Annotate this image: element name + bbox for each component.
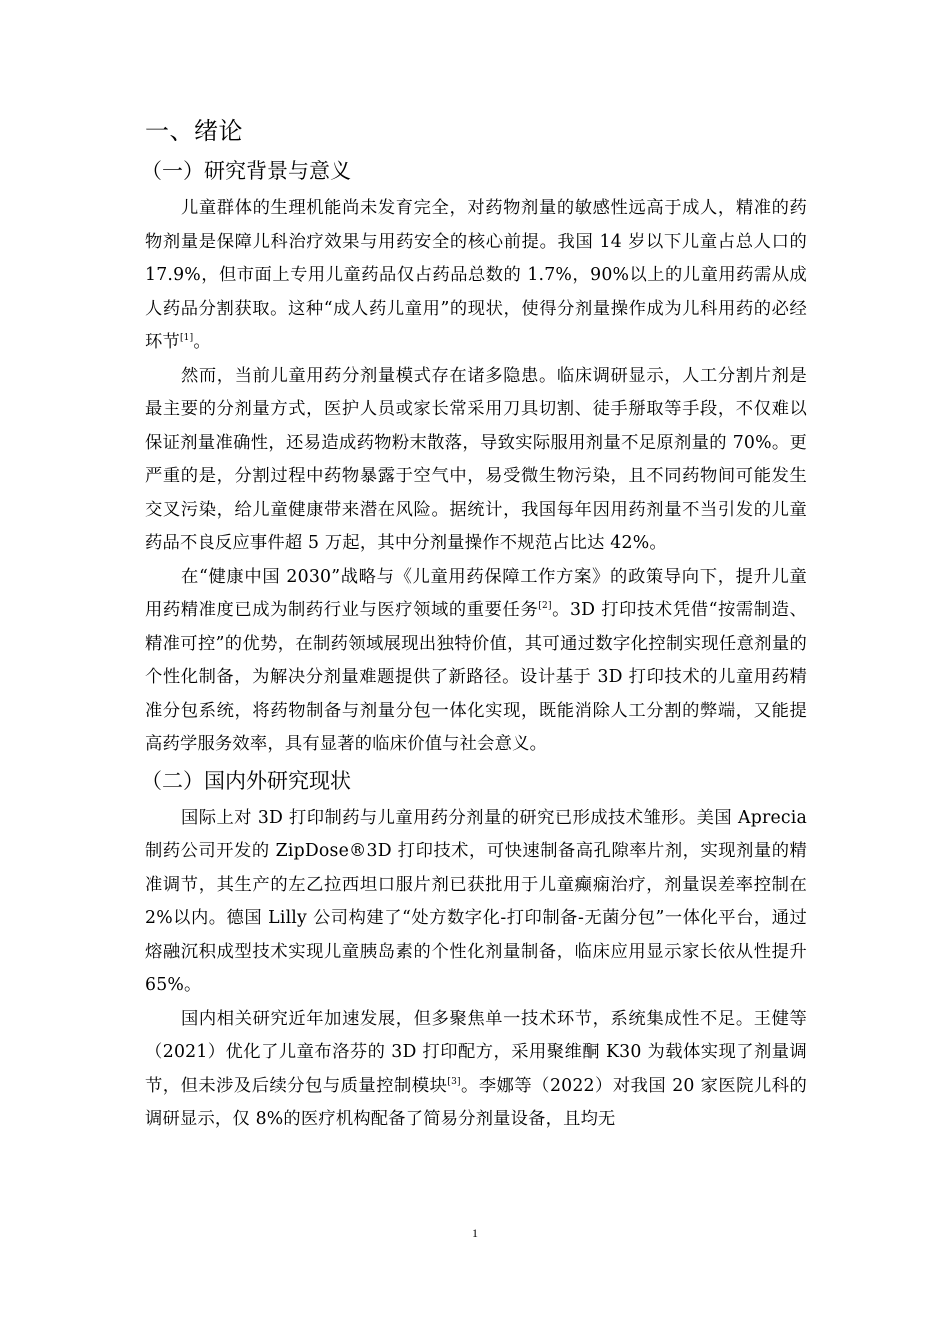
text-run: 国际上对 3D 打印制药与儿童用药分剂量的研究已形成技术雏形。美国 Aprecia 制药公司开发的 ZipDose®3D 打印技术，可快速制备高孔隙率片剂，实现剂量的精准调节，其生产的左乙拉西坦口服片剂已获批用于儿童癫痫治疗，剂量误差率控制在 2%以内。德国 Lilly 公司构建了“处方数字化-打印制备-无菌分包”一体化平台，通过熔融沉积成型技术实现儿童胰岛素的个性化剂量制备，临床应用显示家长依从性提升 65%。 xyxy=(145,807,807,995)
section-heading: （二）国内外研究现状 xyxy=(141,768,351,793)
text-run: 国内相关研究近年加速发展，但多聚焦单一技术环节，系统集成性不足。王健等（2021）优化了儿童布洛芬的 3D 打印配方，采用聚维酮 K30 为载体实现了剂量调节，但未涉及后续分包与质量控制模块 xyxy=(145,1008,807,1096)
body-paragraph xyxy=(145,192,807,360)
body-paragraph xyxy=(145,802,807,1003)
body-paragraph xyxy=(145,1003,807,1137)
chapter-title: 一、绪论 xyxy=(145,117,243,145)
text-run: 。 xyxy=(193,332,211,352)
citation-ref: [3] xyxy=(447,1076,461,1087)
citation-ref: [2] xyxy=(538,601,552,612)
body-paragraph xyxy=(145,360,807,561)
page-number: 1 xyxy=(472,1226,478,1240)
text-run: 。李娜等（2022）对我国 20 家医院儿科的调研显示，仅 8%的医疗机构配备了简易分剂量设备，且均无 xyxy=(145,1075,807,1129)
document-body xyxy=(141,112,807,1137)
text-run: 在“健康中国 2030”战略与《儿童用药保障工作方案》的政策导向下，提升儿童用药精准度已成为制药行业与医疗领域的重要任务 xyxy=(145,566,807,620)
text-run: 儿童群体的生理机能尚未发育完全，对药物剂量的敏感性远高于成人，精准的药物剂量是保障儿科治疗效果与用药安全的核心前提。我国 14 岁以下儿童占总人口的 17.9%，但市面上专用儿童药品仅占药品总数的 1.7%，90%以上的儿童用药需从成人药品分割获取。这种“成人药儿童用”的现状，使得分剂量操作成为儿科用药的必经环节 xyxy=(145,198,807,352)
section-heading: （一）研究背景与意义 xyxy=(141,159,351,183)
body-paragraph xyxy=(145,561,807,762)
citation-ref: [1] xyxy=(179,333,194,344)
sections-container xyxy=(141,152,807,1137)
text-run: 。3D 打印技术凭借“按需制造、精准可控”的优势，在制药领域展现出独特价值，其可通过数字化控制实现任意剂量的个性化制备，为解决分剂量难题提供了新路径。设计基于 3D 打印技术的儿童用药精准分包系统，将药物制备与剂量分包一体化实现，既能消除人工分割的弊端，又能提高药学服务效率，具有显著的临床价值与社会意义。 xyxy=(145,600,807,754)
text-run: 然而，当前儿童用药分剂量模式存在诸多隐患。临床调研显示，人工分割片剂是最主要的分剂量方式，医护人员或家长常采用刀具切割、徒手掰取等手段，不仅难以保证剂量准确性，还易造成药物粉末散落，导致实际服用剂量不足原剂量的 70%。更严重的是，分割过程中药物暴露于空气中，易受微生物污染，且不同药物间可能发生交叉污染，给儿童健康带来潜在风险。据统计，我国每年因用药剂量不当引发的儿童药品不良反应事件超 5 万起，其中分剂量操作不规范占比达 42%。 xyxy=(145,365,807,553)
